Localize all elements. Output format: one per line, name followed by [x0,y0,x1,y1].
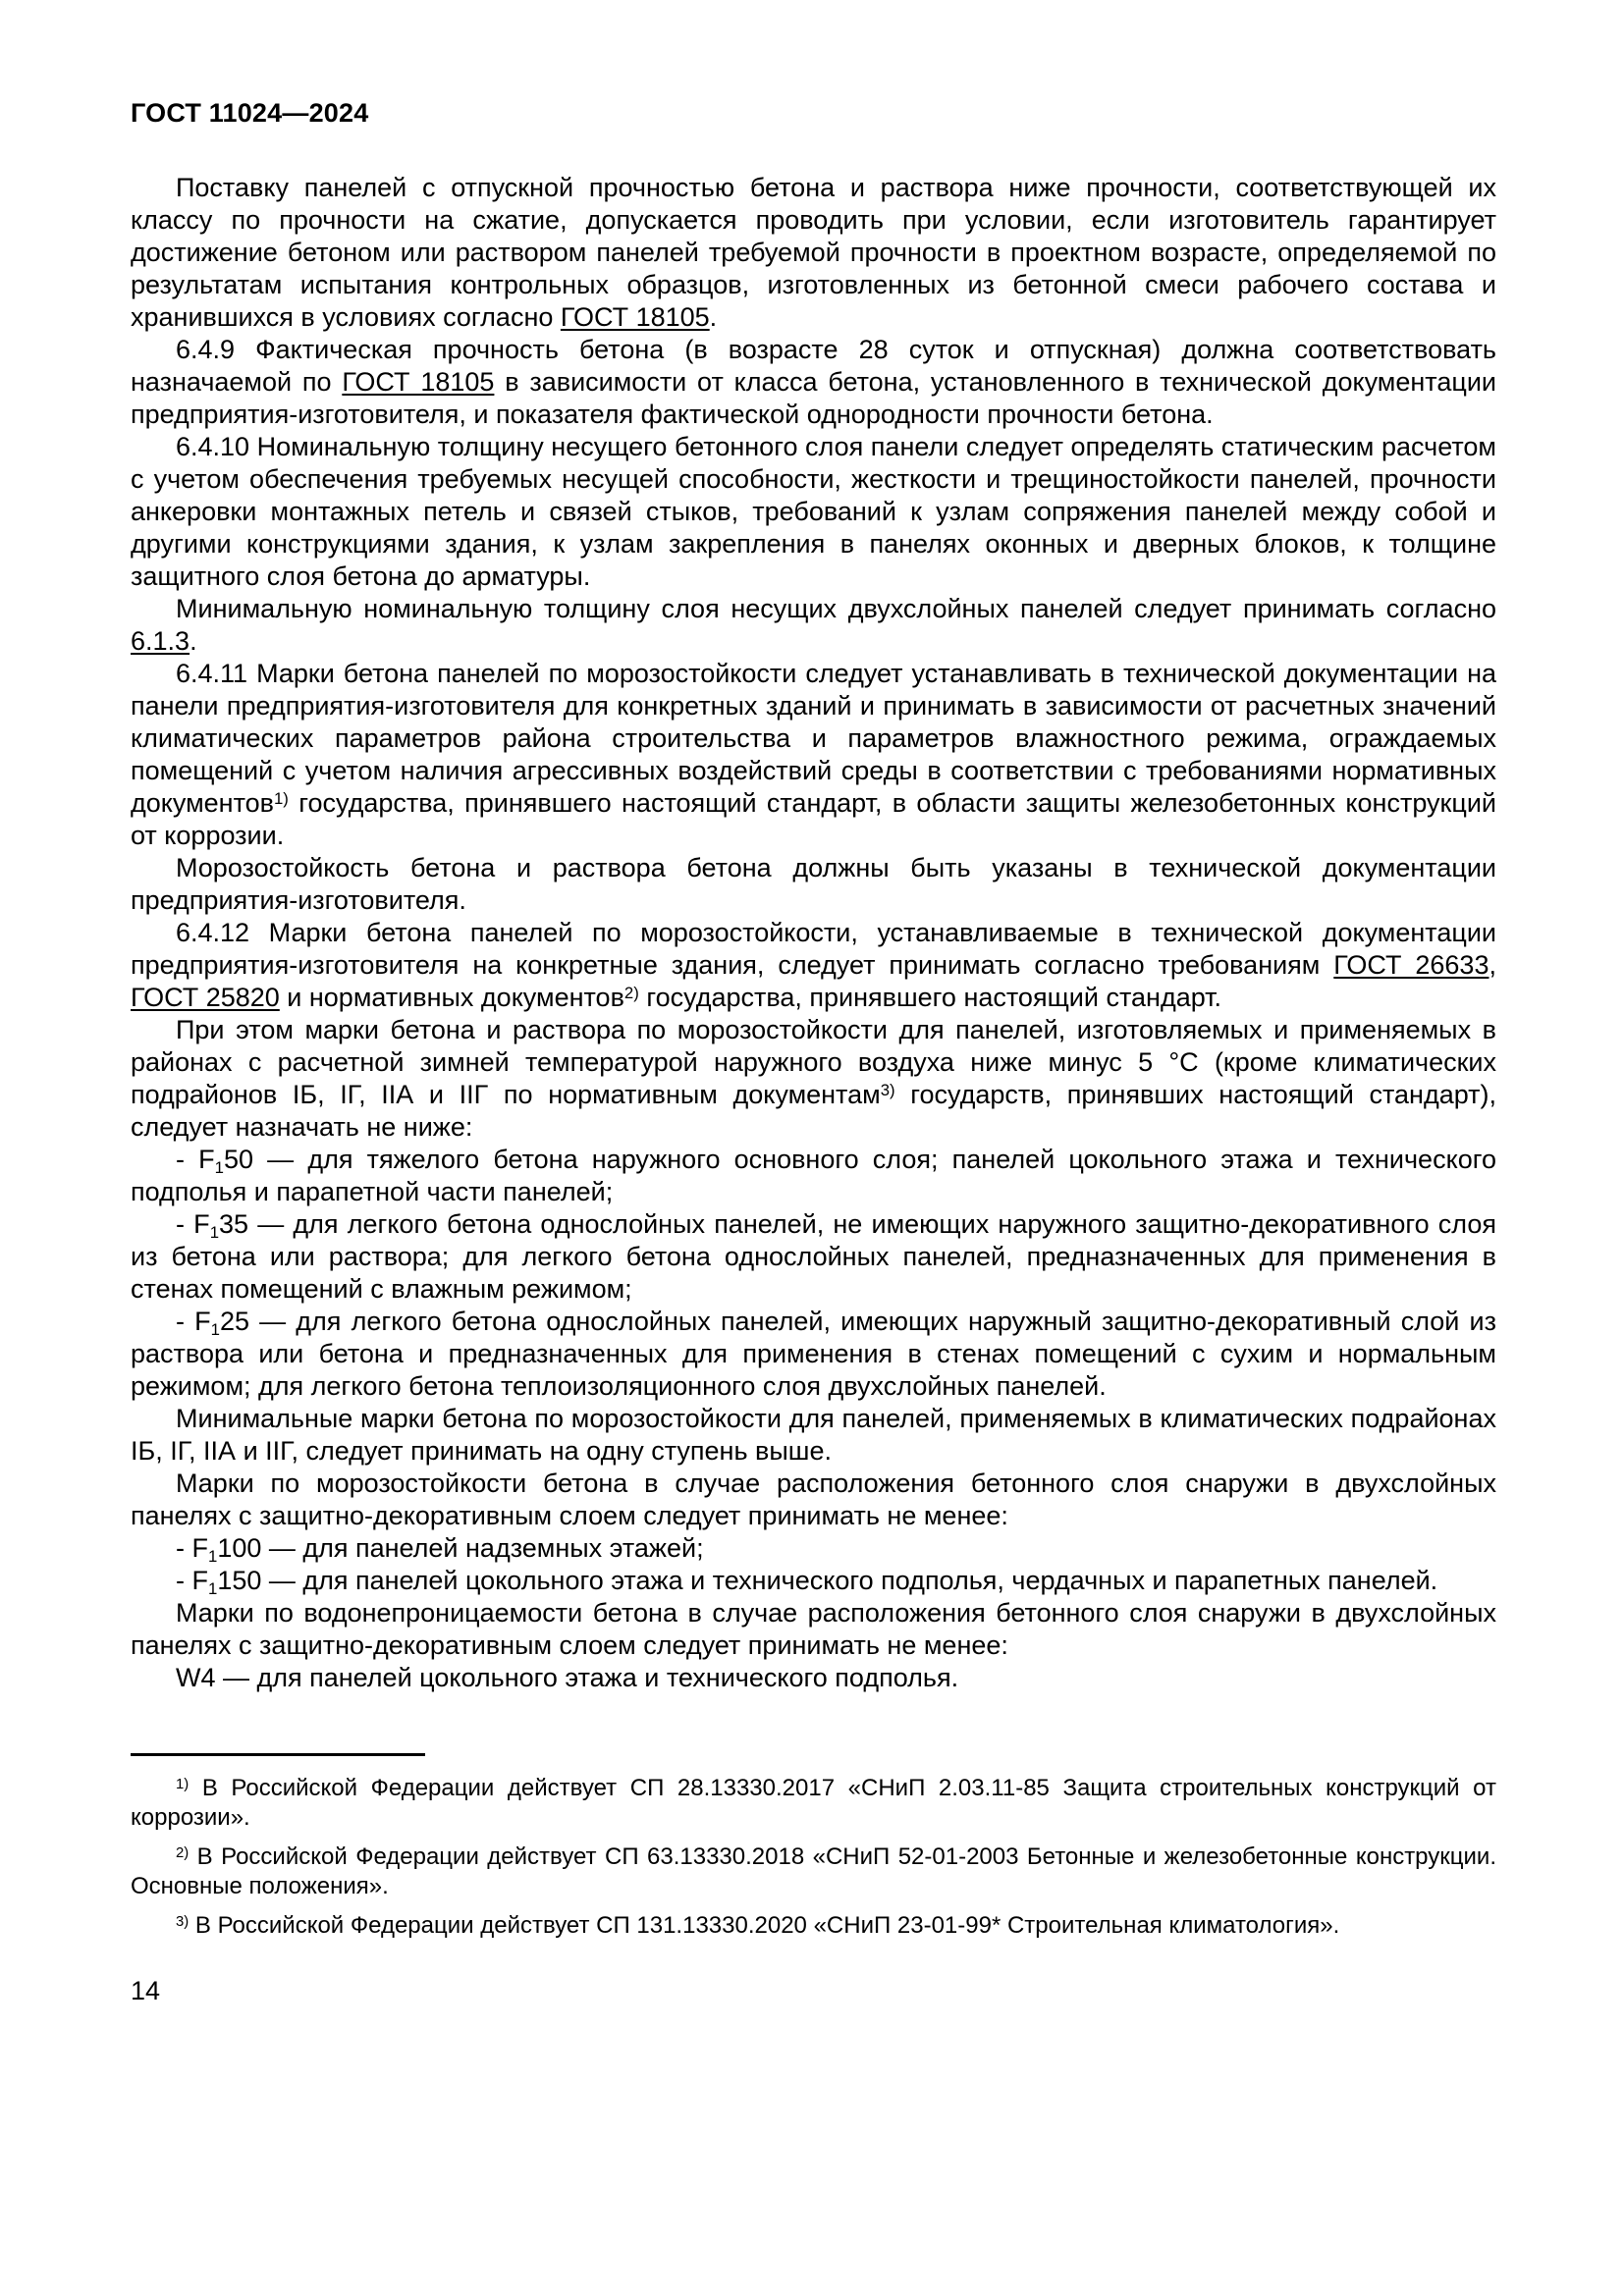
text-run: 6.4.9 Фактическая прочность бетона (в возрасте 28 суток и отпускная) должна соответствовать назначаемой по [131,335,1496,397]
paragraph [131,593,1496,658]
paragraph [131,431,1496,593]
footnotes [131,1774,1496,1941]
paragraph [131,917,1496,1014]
paragraph [131,172,1496,334]
text-run: государства, принявшего настоящий стандарт. [638,983,1222,1012]
footnote [131,1774,1496,1833]
footnote-marker: 1) [274,788,289,808]
text-run: 25 — для легкого бетона однослойных панелей, имеющих наружный защитно-декоративный слой из раствора или бетона и предназначенных для применения в стенах помещений с сухим и нормальным режимом; для легкого бетона теплоизоляционного слоя двухслойных панелей. [131,1307,1496,1401]
text-run: 6.4.10 Номинальную толщину несущего бетонного слоя панели следует определять статическим расчетом с учетом обеспечения требуемых несущей способности, жесткости и трещиностойкости панелей, прочности анкеровки монтажных петель и связей стыков, требований к узлам сопряжения панелей между собой и другими конструкциями здания, к узлам закрепления в панелях оконных и дверных блоков, к толщине защитного слоя бетона до арматуры. [131,432,1496,591]
ref-link[interactable]: ГОСТ 18105 [342,367,495,397]
text-run: государства, принявшего настоящий стандарт, в области защиты железобетонных конструкций от коррозии. [131,788,1496,850]
text-run: В Российской Федерации действует СП 63.13330.2018 «СНиП 52-01-2003 Бетонные и железобетонные конструкции. Основные положения». [131,1843,1496,1899]
footnote-marker: 3) [880,1080,895,1099]
text-run: 150 — для панелей цокольного этажа и технического подполья, чердачных и парапетных панелей. [217,1566,1438,1595]
footnote-separator [131,1753,425,1756]
text-run: и нормативных документов [279,983,624,1012]
text-run: 6.4.12 Марки бетона панелей по морозостойкости, устанавливаемые в технической документации предприятия-изготовителя на конкретные здания, следует принимать согласно требованиям [131,918,1496,980]
paragraph [131,658,1496,852]
footnote [131,1842,1496,1901]
text-run: При этом марки бетона и раствора по морозостойкости для панелей, изготовляемых и применяемых в районах с расчетной зимней температурой наружного воздуха ниже минус 5 °С (кроме климатических подрайонов IБ, IГ, IIА и IIГ по нормативным документам [131,1015,1496,1109]
ref-link[interactable]: ГОСТ 26633 [1333,950,1489,980]
footnote-marker: 2) [623,983,639,1002]
paragraph [131,1014,1496,1144]
paragraph [131,1565,1496,1597]
text-run: Минимальные марки бетона по морозостойкости для панелей, применяемых в климатических подрайонах IБ, IГ, IIА и IIГ, следует принимать на одну ступень выше. [131,1404,1496,1466]
text-run: Поставку панелей с отпускной прочностью бетона и раствора ниже прочности, соответствующей их классу по прочности на сжатие, допускается проводить при условии, если изготовитель гарантирует достижение бетоном или раствором панелей требуемой прочности в проектном возрасте, определяемой по результатам испытания контрольных образцов, изготовленных из бетонной смеси рабочего состава и хранившихся в условиях согласно [131,173,1496,332]
text-run: В Российской Федерации действует СП 28.13330.2017 «СНиП 2.03.11-85 Защита строительных конструкций от коррозии». [131,1775,1496,1831]
ref-link[interactable]: ГОСТ 18105 [560,302,710,332]
text-run: в зависимости от класса бетона, установленного в технической документации предприятия-изготовителя, и показателя фактической однородности прочности бетона. [131,367,1496,429]
text-run: 50 — для тяжелого бетона наружного основного слоя; панелей цокольного этажа и технического подполья и парапетной части панелей; [131,1145,1496,1206]
text-run: W4 — для панелей цокольного этажа и технического подполья. [176,1663,959,1692]
text-run: . [189,626,197,656]
text-run: - F [176,1307,211,1336]
paragraph [131,1532,1496,1565]
subscript-index: 1 [208,1579,218,1599]
text-run: - F [176,1209,210,1239]
text-run: - F [176,1533,208,1563]
text-run: , [1489,950,1496,980]
text-run: В Российской Федерации действует СП 131.13330.2020 «СНиП 23-01-99* Строительная климатология». [189,1912,1340,1939]
paragraph [131,1208,1496,1306]
footnote [131,1911,1496,1941]
footnote-marker: 1) [176,1776,189,1792]
page-number: 14 [131,1976,161,2005]
text-run: Минимальную номинальную толщину слоя несущих двухслойных панелей следует принимать согласно [176,594,1496,623]
body-text [131,172,1496,1694]
text-run: 6.4.11 Марки бетона панелей по морозостойкости следует устанавливать в технической документации на панели предприятия-изготовителя для конкретных зданий и принимать в зависимости от расчетных значений климатических параметров района строительства и параметров влажностного режима, ограждаемых помещений с учетом наличия агрессивных воздействий среды в соответствии с требованиями нормативных документов [131,659,1496,818]
paragraph [131,334,1496,431]
paragraph [131,1597,1496,1662]
footnote-marker: 2) [176,1844,189,1861]
paragraph [131,1403,1496,1468]
paragraph [131,852,1496,917]
ref-link[interactable]: 6.1.3 [131,626,190,656]
text-run: Марки по морозостойкости бетона в случае расположения бетонного слоя снаружи в двухслойных панелях с защитно-декоративным слоем следует принимать не менее: [131,1468,1496,1530]
text-run: 35 — для легкого бетона однослойных панелей, не имеющих наружного защитно-декоративного слоя из бетона или раствора; для легкого бетона однослойных панелей, предназначенных для применения в стенах помещений с влажным режимом; [131,1209,1496,1304]
text-run: Морозостойкость бетона и раствора бетона должны быть указаны в технической документации предприятия-изготовителя. [131,853,1496,915]
paragraph [131,1662,1496,1694]
text-run: - F [176,1145,215,1174]
ref-link[interactable]: ГОСТ 25820 [131,983,280,1012]
subscript-index: 1 [209,1223,219,1243]
text-run: . [709,302,718,332]
text-run: - F [176,1566,208,1595]
paragraph [131,1144,1496,1208]
document-header: ГОСТ 11024—2024 [131,98,369,128]
paragraph [131,1306,1496,1403]
text-run: 100 — для панелей надземных этажей; [217,1533,704,1563]
subscript-index: 1 [214,1158,224,1178]
footnote-marker: 3) [176,1913,189,1930]
text-run: Марки по водонепроницаемости бетона в случае расположения бетонного слоя снаружи в двухслойных панелях с защитно-декоративным слоем следует принимать не менее: [131,1598,1496,1660]
text-run: государств, принявших настоящий стандарт), следует назначать не ниже: [131,1080,1496,1142]
subscript-index: 1 [208,1547,218,1567]
paragraph [131,1468,1496,1532]
subscript-index: 1 [210,1320,220,1340]
